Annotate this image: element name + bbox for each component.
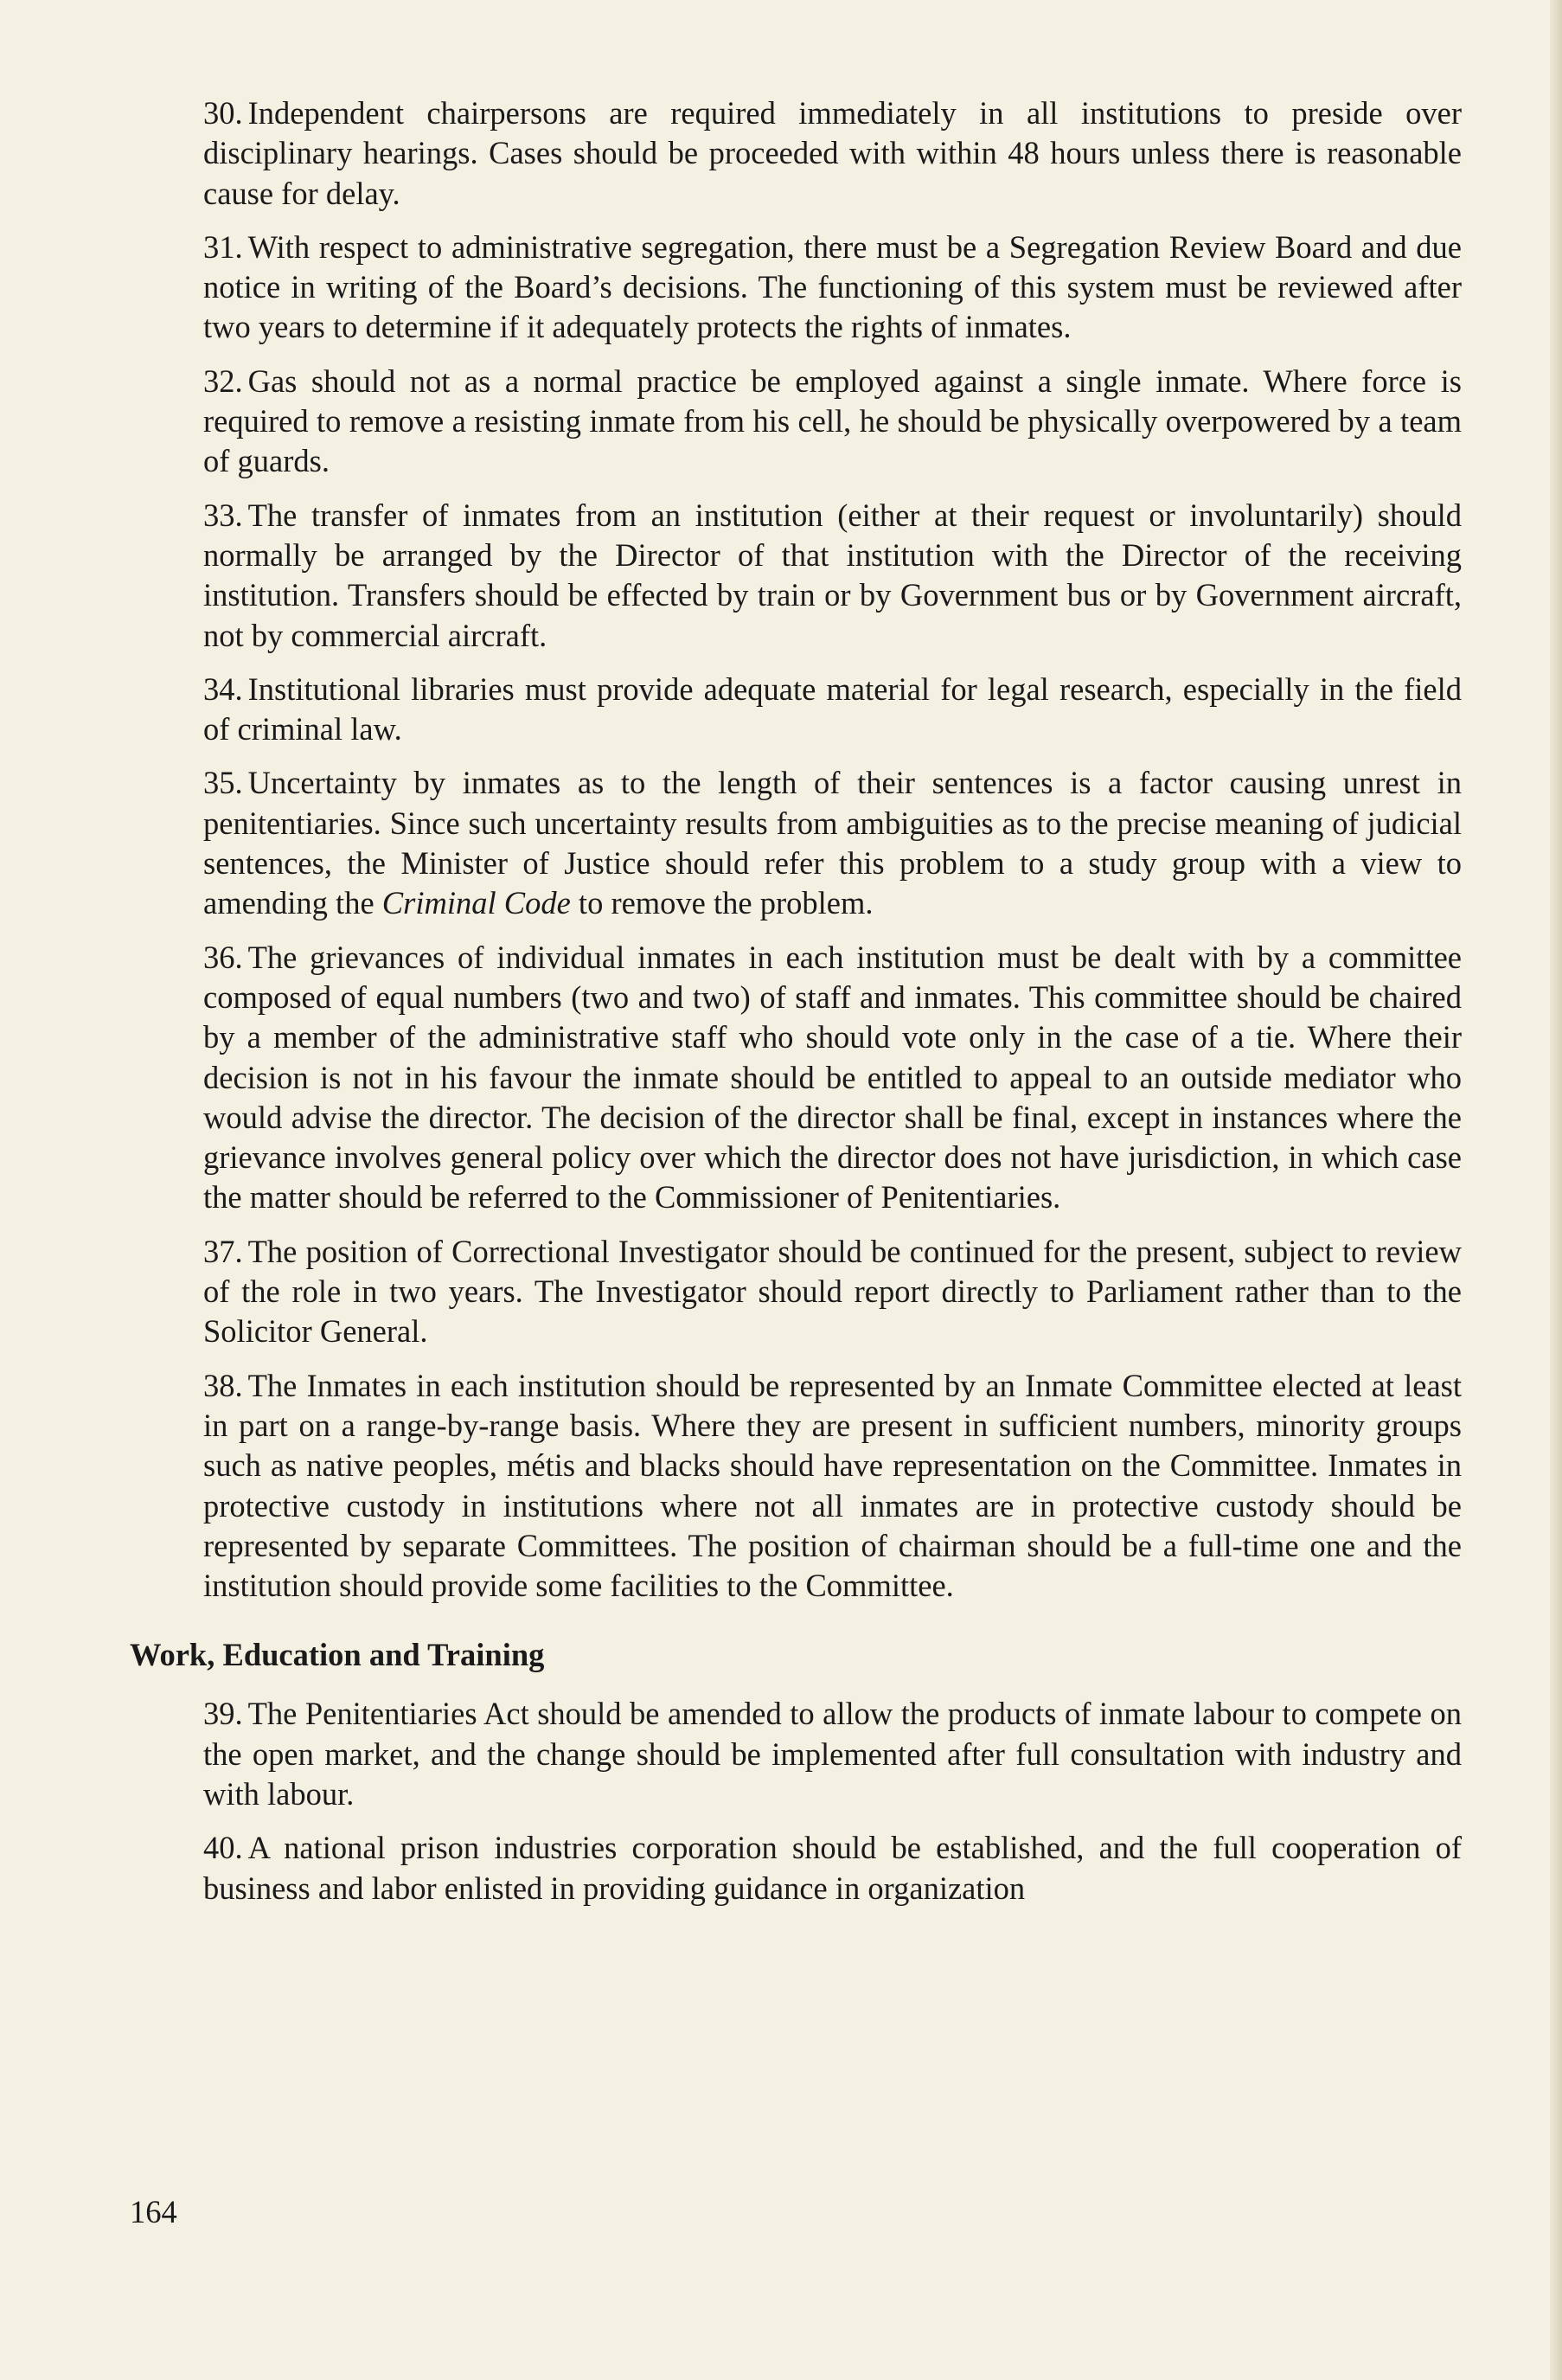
recommendation-31 (130, 228, 1462, 348)
item-text: The position of Correctional Investigator should be continued for the present, subject to review of the role in two years. The Investigator should report directly to Parliament rather than to the Solicitor General. (203, 1233, 1462, 1350)
item-text: Institutional libraries must provide adequate material for legal research, especially in the field of criminal law. (203, 670, 1462, 747)
item-text: With respect to administrative segregation, there must be a Segregation Review Board and due notice in writing of the Board’s decisions. The functioning of this system must be reviewed after two years to determine if it adequately protects the rights of inmates. (203, 228, 1462, 345)
page-edge (1550, 0, 1562, 2380)
item-text: Independent chairpersons are required immediately in all institutions to preside over disciplinary hearings. Cases should be proceeded with within 48 hours unless there is reasonable cause for delay. (203, 95, 1462, 211)
recommendation-40 (130, 1828, 1462, 1908)
recommendation-34 (130, 670, 1462, 750)
item-text: Uncertainty by inmates as to the length of their sentences is a factor causing unrest in penitentiaries. Since such uncertainty results from ambiguities as to the precise meaning of judicial sentences, the Minister of Justice should refer this problem to a study group with a view to amending the (203, 765, 1462, 921)
section-heading: Work, Education and Training (130, 1637, 545, 1673)
recommendation-35 (130, 763, 1462, 923)
document-body (130, 93, 1462, 1922)
recommendation-39 (130, 1694, 1462, 1814)
item-text: The grievances of individual inmates in each institution must be dealt with by a committee composed of equal numbers (two and two) of staff and inmates. This committee should be chaired by a member of the administrative staff who should vote only in the case of a tie. Where their decision is not in his favour the inmate should be entitled to appeal to an outside mediator who would advise the director. The decision of the director shall be final, except in instances where the grievance involves general policy over which the director does not have jurisdiction, in which case the matter should be referred to the Commissioner of Penitentiaries. (203, 939, 1462, 1216)
recommendation-30 (130, 93, 1462, 214)
item-number: 31. (203, 228, 243, 265)
recommendation-33 (130, 496, 1462, 656)
recommendation-37 (130, 1232, 1462, 1352)
item-text: The Penitentiaries Act should be amended to allow the products of inmate labour to compete on the open market, and the change should be implemented after full consultation with industry and with labour. (203, 1696, 1462, 1812)
item-number: 30. (203, 95, 243, 131)
item-number: 37. (203, 1233, 243, 1269)
item-text-italic: Criminal Code (381, 885, 571, 921)
item-number: 33. (203, 497, 243, 533)
item-number: 32. (203, 362, 243, 399)
item-text: The transfer of inmates from an institution (either at their request or involuntarily) should normally be arranged by the Director of that institution with the Director of the receiving institution. Transfers should be effected by train or by Government bus or by Government aircraft, not by commercial aircraft. (203, 497, 1462, 653)
item-text: The Inmates in each institution should be represented by an Inmate Committee elected at least in part on a range-by-range basis. Where they are present in sufficient numbers, minority groups such as native peoples, métis and blacks should have representation on the Committee. Inmates in protective custody in institutions where not all inmates are in protective custody should be represented by separate Committees. The position of chairman should be a full-time one and the institution should provide some facilities to the Committee. (203, 1367, 1462, 1604)
item-number: 38. (203, 1367, 243, 1403)
item-text-end: to remove the problem. (570, 885, 874, 921)
recommendation-36 (130, 938, 1462, 1218)
recommendation-38 (130, 1366, 1462, 1607)
item-text: Gas should not as a normal practice be employed against a single inmate. Where force is required to remove a resisting inmate from his cell, he should be physically overpowered by a team of guards. (203, 362, 1462, 479)
item-number: 39. (203, 1696, 243, 1732)
item-number: 34. (203, 670, 243, 707)
item-number: 36. (203, 939, 243, 975)
item-number: 35. (203, 765, 243, 801)
page-number: 164 (130, 2194, 177, 2229)
item-number: 40. (203, 1830, 243, 1866)
item-text: A national prison industries corporation should be established, and the full cooperation of business and labor enlisted in providing guidance in organization (203, 1830, 1462, 1906)
recommendation-32 (130, 362, 1462, 482)
